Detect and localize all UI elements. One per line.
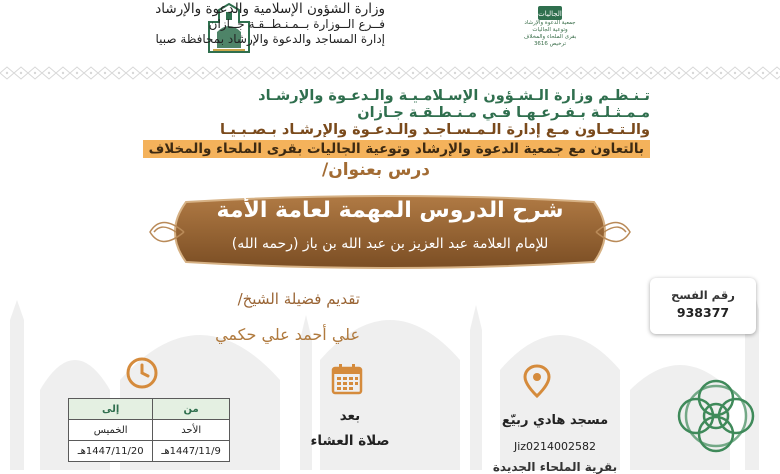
ministry-line-1: وزارة الشؤون الإسلامية والدعوة والإرشاد (155, 1, 385, 17)
header (0, 0, 780, 62)
ministry-line-3: إدارة المساجد والدعوة والإرشاد بمحافظة صبيا (155, 32, 385, 46)
permit-box (650, 278, 756, 334)
cooperation-highlight: بالتعاون مع جمعية الدعوة والإرشاد وتوعية الجاليات بقرى الملحاء والمخلاف (143, 140, 650, 158)
permit-number: 938377 (676, 305, 730, 320)
intro-line-2: مـمـثـلـة بـفـرعـهـا فـي مـنـطـقـة جـازان (357, 105, 650, 121)
time-prayer: صلاة العشاء (310, 433, 390, 449)
date-table-header (69, 399, 230, 420)
lesson-title: شرح الدروس المهمة لعامة الأمة (216, 198, 564, 223)
to-date: 1447/11/20هـ (69, 441, 153, 462)
time-after: بعد (339, 408, 361, 424)
mosque-district: بقرية الملحاء الجديدة (492, 460, 618, 474)
decorative-divider (0, 64, 780, 82)
mosque-code: Jiz0214002582 (513, 440, 597, 453)
date-table-row (69, 420, 230, 441)
from-day: الأحد (153, 420, 230, 441)
intro-line-1: تـنـظـم وزارة الـشـؤون الإسـلامـيـة والـدعـوة والإرشـاد (258, 88, 650, 104)
mosque-name: مسجد هادي ربيّع (501, 413, 609, 428)
association-logo-text: الجاليات (538, 10, 562, 18)
from-label: من (153, 399, 230, 420)
presenter-name: علي أحمد علي حكمي (215, 325, 360, 344)
clock-icon (125, 356, 159, 390)
lesson-author: للإمام العلامة عبد العزيز بن عبد الله بن باز (رحمه الله) (231, 236, 549, 252)
to-label: إلى (69, 399, 153, 420)
date-table (68, 398, 230, 462)
ministry-text (135, 2, 385, 47)
permit-label: رقم الفسح (671, 288, 735, 302)
calendar-icon (330, 362, 364, 396)
lesson-label: درس بعنوان/ (321, 160, 430, 180)
date-table-row (69, 441, 230, 462)
to-day: الخميس (69, 420, 153, 441)
intro-text (130, 88, 650, 139)
presenter-label: تقديم فضيلة الشيخ/ (237, 290, 360, 308)
location-pin-icon (522, 364, 552, 398)
intro-line-3: والـتـعـاون مـع إدارة الـمـسـاجـد والـدعـوة والإرشـاد بـصـبـيـا (220, 122, 650, 138)
ministry-line-2: فــرع الــوزارة بــمـنـطــقـة جــازان (208, 17, 385, 31)
from-date: 1447/11/9هـ (153, 441, 230, 462)
islamic-pattern-logo (668, 368, 764, 470)
association-text: جمعية الدعوة والإرشاد وتوعية الجاليات بقرى الملحاء والمخلاف ترخيص 3616 (523, 20, 577, 47)
